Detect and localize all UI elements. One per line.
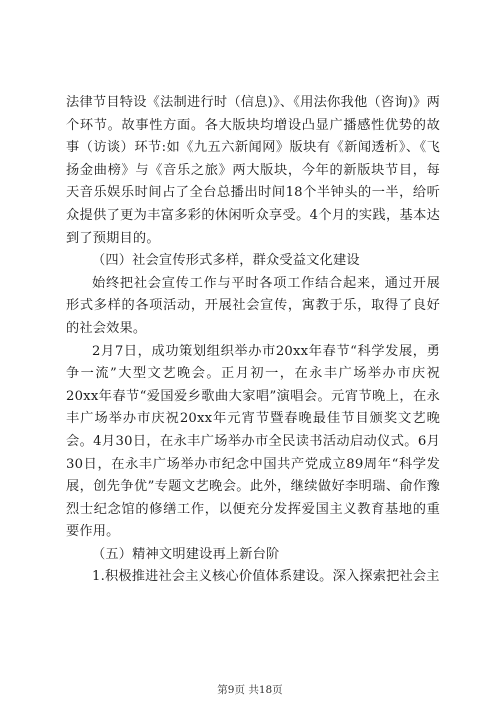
paragraph-continued: 法律节目特设《法制进行时（信息)》、《用法你我他（咨询)》两个环节。故事性方面。各大版块均增设凸显广播感性优势的故事（访谈）环节:如《九五六新闻网》版块有《新闻透析》、《飞扬金曲榜》与《音乐之旅》两大版块，今年的新版块节目，每天音乐娱乐时间占了全台总播出时间18个半钟头的一半，给听众提供了更为丰富多彩的休闲听众享受。4个月的实践，基本达到了预期目的。 xyxy=(66,95,440,246)
paragraph: 始终把社会宣传工作与平时各项工作结合起来，通过开展形式多样的各项活动，开展社会宣传，寓教于乐，取得了良好的社会效果。 xyxy=(66,275,440,336)
section-heading-5: （五）精神文明建设再上新台阶 xyxy=(92,546,280,562)
paragraph: 1.积极推进社会主义核心价值体系建设。深入探索把社会主 xyxy=(92,569,440,585)
page-number-footer: 第9页 共18页 xyxy=(217,684,283,696)
document-body xyxy=(66,92,440,589)
section-heading-4: （四）社会宣传形式多样，群众受益文化建设 xyxy=(92,253,360,269)
paragraph: 2月7日，成功策划组织举办市20xx年春节“科学发展，勇争一流”大型文艺晚会。正月初一，在永丰广场举办市庆祝20xx年春节“爱国爱乡歌曲大家唱”演唱会。元宵节晚上，在永丰广场举办市庆祝20xx年元宵节暨春晚最佳节目颁奖文艺晚会。4月30日，在永丰广场举办市全民读书活动启动仪式。6月30日，在永丰广场举办市纪念中国共产党成立89周年“科学发展，创先争优”专题文艺晚会。此外，继续做好李明瑞、俞作豫烈士纪念馆的修缮工作，以便充分发挥爱国主义教育基地的重要作用。 xyxy=(66,343,440,540)
